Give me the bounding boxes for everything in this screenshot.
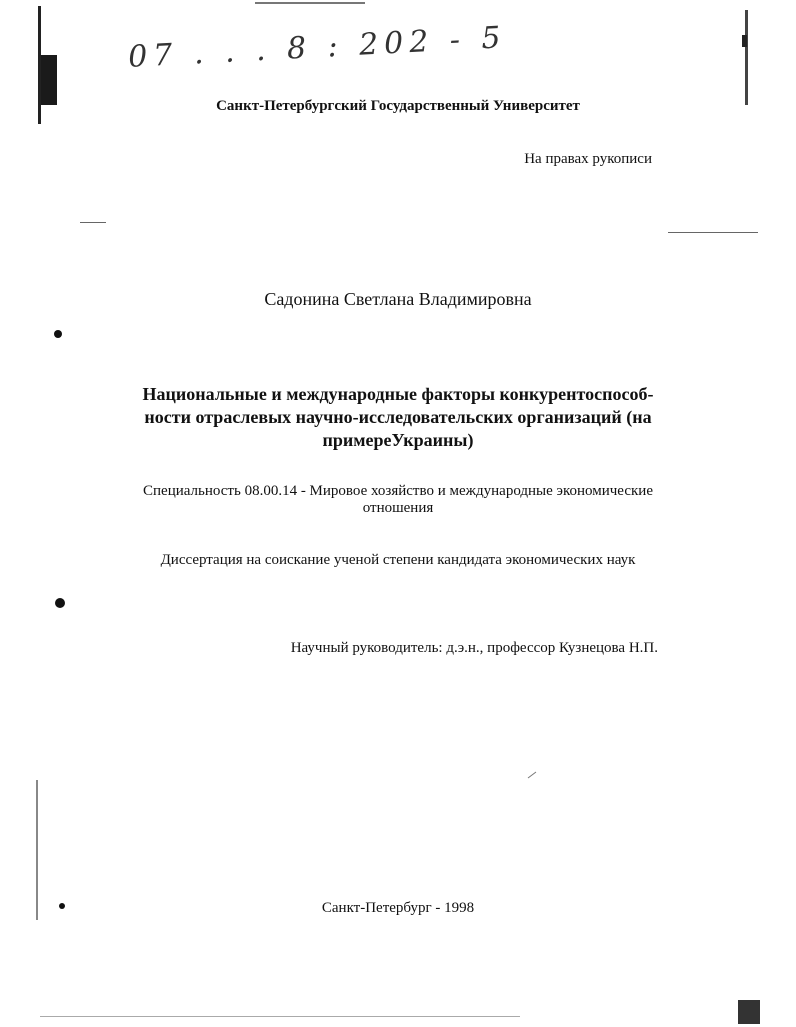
right-edge-blot: [742, 35, 747, 47]
punch-hole-mark-2: [55, 598, 65, 608]
scientific-supervisor: Научный руководитель: д.э.н., профессор Кузнецова Н.П.: [290, 640, 658, 656]
left-edge-line-lower: [36, 780, 38, 920]
stray-mark: [528, 772, 536, 778]
university-name: Санкт-Петербургский Государственный Университет: [216, 98, 580, 114]
city-year: Санкт-Петербург - 1998: [321, 900, 475, 916]
author-name: Садонина Светлана Владимировна: [264, 289, 532, 309]
right-edge-mark: [745, 10, 748, 105]
dash-left: [80, 222, 106, 223]
dissertation-title: [120, 383, 676, 452]
specialty: [110, 483, 686, 517]
title-line-3: примереУкраины): [322, 430, 474, 450]
top-edge-line: [255, 2, 365, 4]
title-line-2: ности отраслевых научно-исследовательских организаций (на: [144, 407, 652, 427]
specialty-line-1: Специальность 08.00.14 - Мировое хозяйство и международные экономические: [143, 483, 653, 499]
bottom-right-blot: [738, 1000, 760, 1024]
handwritten-note: 07 . . . 8 : 202 - 5: [127, 20, 508, 75]
punch-hole-mark-1: [54, 330, 62, 338]
specialty-line-2: отношения: [362, 500, 434, 516]
title-line-1: Национальные и международные факторы конкурентоспособ-: [142, 384, 654, 404]
bottom-edge-line: [40, 1016, 520, 1017]
dash-right: [668, 232, 758, 233]
dissertation-degree: Диссертация на соискание ученой степени кандидата экономических наук: [160, 552, 636, 568]
manuscript-rights: На правах рукописи: [524, 151, 652, 167]
